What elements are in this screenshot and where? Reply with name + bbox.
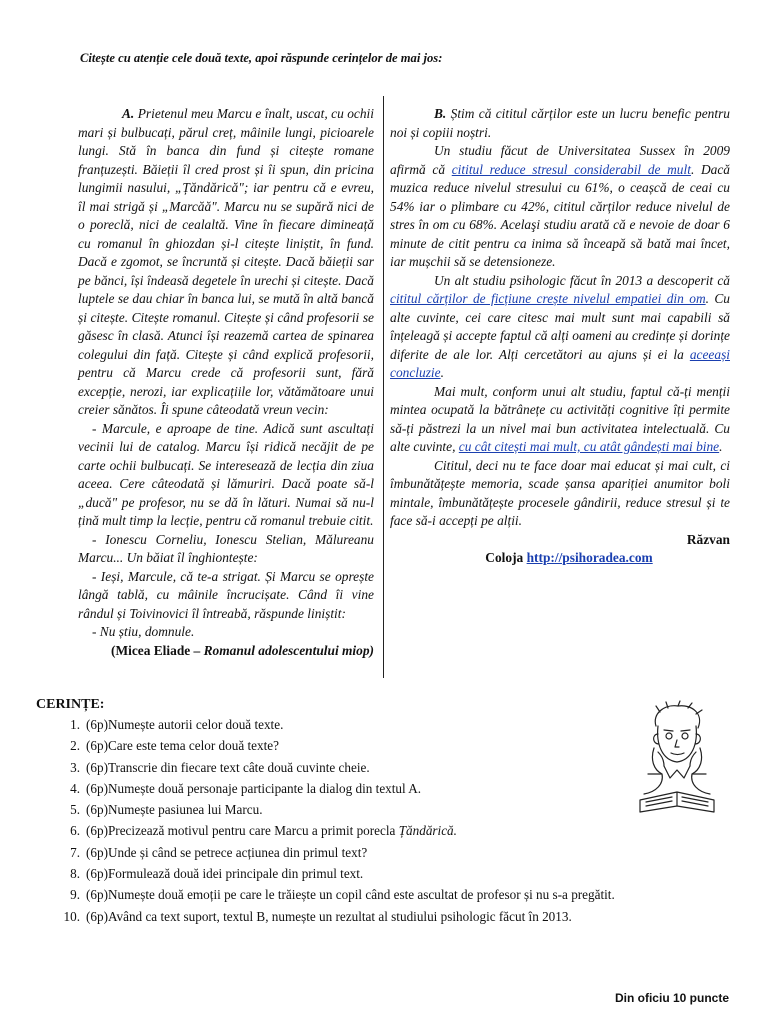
text-b-p3-middle: . Cu alte cuvinte, cei care citesc mai mult sunt mai capabili să înțeleagă și accepte faptul că alți oameni au credințe și dorințe diferite de ale lor. Alți cercetători au ajuns și ei la [390, 291, 730, 362]
text-b-p3-end: . [440, 365, 444, 380]
text-b-paragraph-2 [390, 142, 730, 272]
text-a-label: A. [122, 106, 135, 121]
text-b-author-last: Coloja [485, 550, 524, 565]
task-text: (6p)Având ca text suport, textul B, numește un rezultat al studiului psihologic făcut în 2013. [86, 908, 572, 924]
task-text: (6p)Numește două emoții pe care le trăiește un copil când este ascultat de profesor și nu s-a pregătit. [86, 887, 615, 903]
text-b-paragraph-3 [390, 272, 730, 383]
task-text: (6p)Numește două personaje participante la dialog din textul A. [86, 780, 422, 796]
task-number: 10. [63, 908, 80, 924]
task-number: 3. [70, 759, 80, 775]
text-a-paragraph [78, 105, 374, 420]
task-text: (6p)Formulează două idei principale din primul text. [86, 866, 364, 882]
text-a-dialog-1: - Marcule, e aproape de tine. Adică sunt ascultați vecinii lui de catalog. Marcu își ridică necăjit de pe carte ochii bulbucați. Se interesează de lecția din ziua aceea. Cere câteodată și lămuriri. Dacă poate să-l „ducă" pe profesor, nu se dă în lături. Numai să nu-l țină mult timp la lecție, pentru că romanul trebuie citit. [78, 420, 374, 528]
text-b-paragraph-5: Cititul, deci nu te face doar mai educat și mai cult, ci îmbunătățește memoria, scade șansa apariției anumitor boli mintale, îmbunătățește procesele gândirii, reduce stresul și te face să-i accepți pe alții. [390, 457, 730, 528]
text-b-intro: Știm că cititul cărților este un lucru benefic pentru noi și copiii noștri. [390, 106, 730, 140]
text-b-p4-end: . [719, 439, 723, 454]
task-text: (6p)Numește pasiunea lui Marcu. [86, 802, 263, 818]
task-number: 1. [70, 717, 80, 732]
task-text-emphasis: Țăndărică. [398, 823, 457, 839]
text-a-body: Prietenul meu Marcu e înalt, uscat, cu ochii mari și bulbucați, părul creț, mâinile lungi, picioarele lungi. Stă în banca din fund și citește romane franțuzești. Băieții îl cred prost și îi spun, din pricina lungimii nasului, „Țăndărică"; iar pentru că e evreu, îl mai strigă și „Marcăă". Marcu nu se supără nici de o poreclă, nici de cealaltă. Vine în fiecare dimineață cu romanul în ghiozdan și-l citește liniștit, în fund. Dacă e zgomot, se încruntă și citește. Dacă băieții sar pe bănci, își îndeasă degetele în urechi și citește. Dacă luptele se dau chiar în banca lui, se mută în altă bancă și citește. Citește romanul. Citește și când profesorii se găsesc în clasă. Atunci își reazemă cartea de spinarea colegului din față. Citește și când explică profesorii, pentru că Marcu crede că profesorii sunt, fără excepție, nerozi, iar explicațiile lor, vătămătoare unui creier sănătos. Îi spune câteodată vreun vecin: [78, 106, 374, 417]
instruction-heading: Citește cu atenție cele două texte, apoi răspunde cerințelor de mai jos: [80, 51, 443, 65]
task-text: (6p)Numește autorii celor două texte. [86, 717, 284, 732]
task-number: 4. [70, 780, 80, 796]
task-number: 7. [70, 844, 80, 860]
text-b-paragraph-4 [390, 383, 730, 457]
task-text: (6p)Transcrie din fiecare text câte două cuvinte cheie. [86, 759, 370, 775]
task-item [52, 842, 712, 863]
text-b-p3-start: Un alt studiu psihologic făcut în 2013 a descoperit că [434, 272, 730, 288]
task-number: 5. [70, 802, 80, 818]
task-item [52, 884, 712, 905]
task-text: (6p)Care este tema celor două texte? [86, 738, 279, 754]
link-read-more-think-better[interactable]: cu cât citești mai mult, cu atât gândești mai bine [458, 439, 720, 454]
text-a-author: (Micea Eliade – [111, 642, 201, 658]
link-same-conclusion[interactable]: aceeași concluzie [390, 346, 730, 380]
text-a-dialog-2: - Ionescu Corneliu, Ionescu Stelian, Mălureanu Marcu... Un băiat îl înghiontește: [78, 531, 374, 565]
task-item [52, 778, 712, 799]
text-b-p2-start: Un studiu făcut de Universitatea Sussex în 2009 afirmă că [390, 143, 730, 177]
task-number: 2. [70, 738, 80, 754]
text-b-label: B. [434, 106, 447, 121]
bonus-points-note: Din oficiu 10 puncte [614, 991, 729, 1005]
tasks-heading: CERINȚE: [36, 697, 105, 712]
link-fiction-empathy[interactable]: cititul cărților de ficțiune crește nivelul empatiei din om [390, 291, 706, 306]
task-number: 9. [70, 887, 80, 903]
column-divider [383, 96, 384, 678]
task-item [52, 735, 712, 756]
author-website-link[interactable]: http://psihoradea.com [526, 550, 653, 565]
task-number: 6. [70, 823, 80, 839]
task-item [52, 863, 712, 884]
reading-boy-illustration [634, 700, 720, 820]
text-a-citation [78, 642, 374, 661]
text-b-column [390, 105, 730, 568]
task-text [86, 820, 457, 841]
text-a-dialog-3: - Ieși, Marcule, că te-a strigat. Și Marcu se oprește lângă tablă, cu mâinile încrucișate. Când îi vine rândul și Toivinovici îl întreabă, răspunde liniștit: [78, 568, 374, 621]
link-reading-reduces-stress[interactable]: cititul reduce stresul considerabil de mult [451, 161, 691, 177]
task-number: 8. [70, 866, 80, 882]
task-item [52, 799, 712, 820]
task-text: (6p)Unde și când se petrece acțiunea din primul text? [86, 844, 368, 860]
task-item [52, 906, 712, 927]
task-text-main: (6p)Precizează motivul pentru care Marcu a primit porecla [86, 823, 396, 839]
task-item [52, 714, 712, 735]
text-b-paragraph-1 [390, 105, 730, 142]
text-b-p4-start: Mai mult, conform unui alt studiu, faptul că-ți menții mintea ocupată la bătrânețe cu activități cognitive îți permite să-ți păstrezi la un nivel mai bun activitatea intelectuală. Cu alte cuvinte, [390, 383, 730, 454]
text-a-column [78, 105, 374, 660]
task-item [52, 757, 712, 778]
text-a-dialog-4: - Nu știu, domnule. [92, 624, 195, 639]
text-b-author-line [390, 549, 730, 568]
text-b-author-first: Răzvan [686, 531, 730, 547]
text-a-book-title: Romanul adolescentului miop) [203, 642, 374, 658]
task-item [52, 820, 712, 841]
text-b-p2-end: . Dacă muzica reduce nivelul stresului cu 61%, o ceașcă de ceai cu 54% iar o plimbare cu 42%, cititul cărților reduce nivelul de stres în om cu 68%. Acelaşi studiu arată că e nevoie de doar 6 minute de citit pentru ca inima să înceapă să bată mai încet, iar mușchii să se detensioneze. [390, 161, 730, 269]
tasks-list [52, 714, 712, 927]
